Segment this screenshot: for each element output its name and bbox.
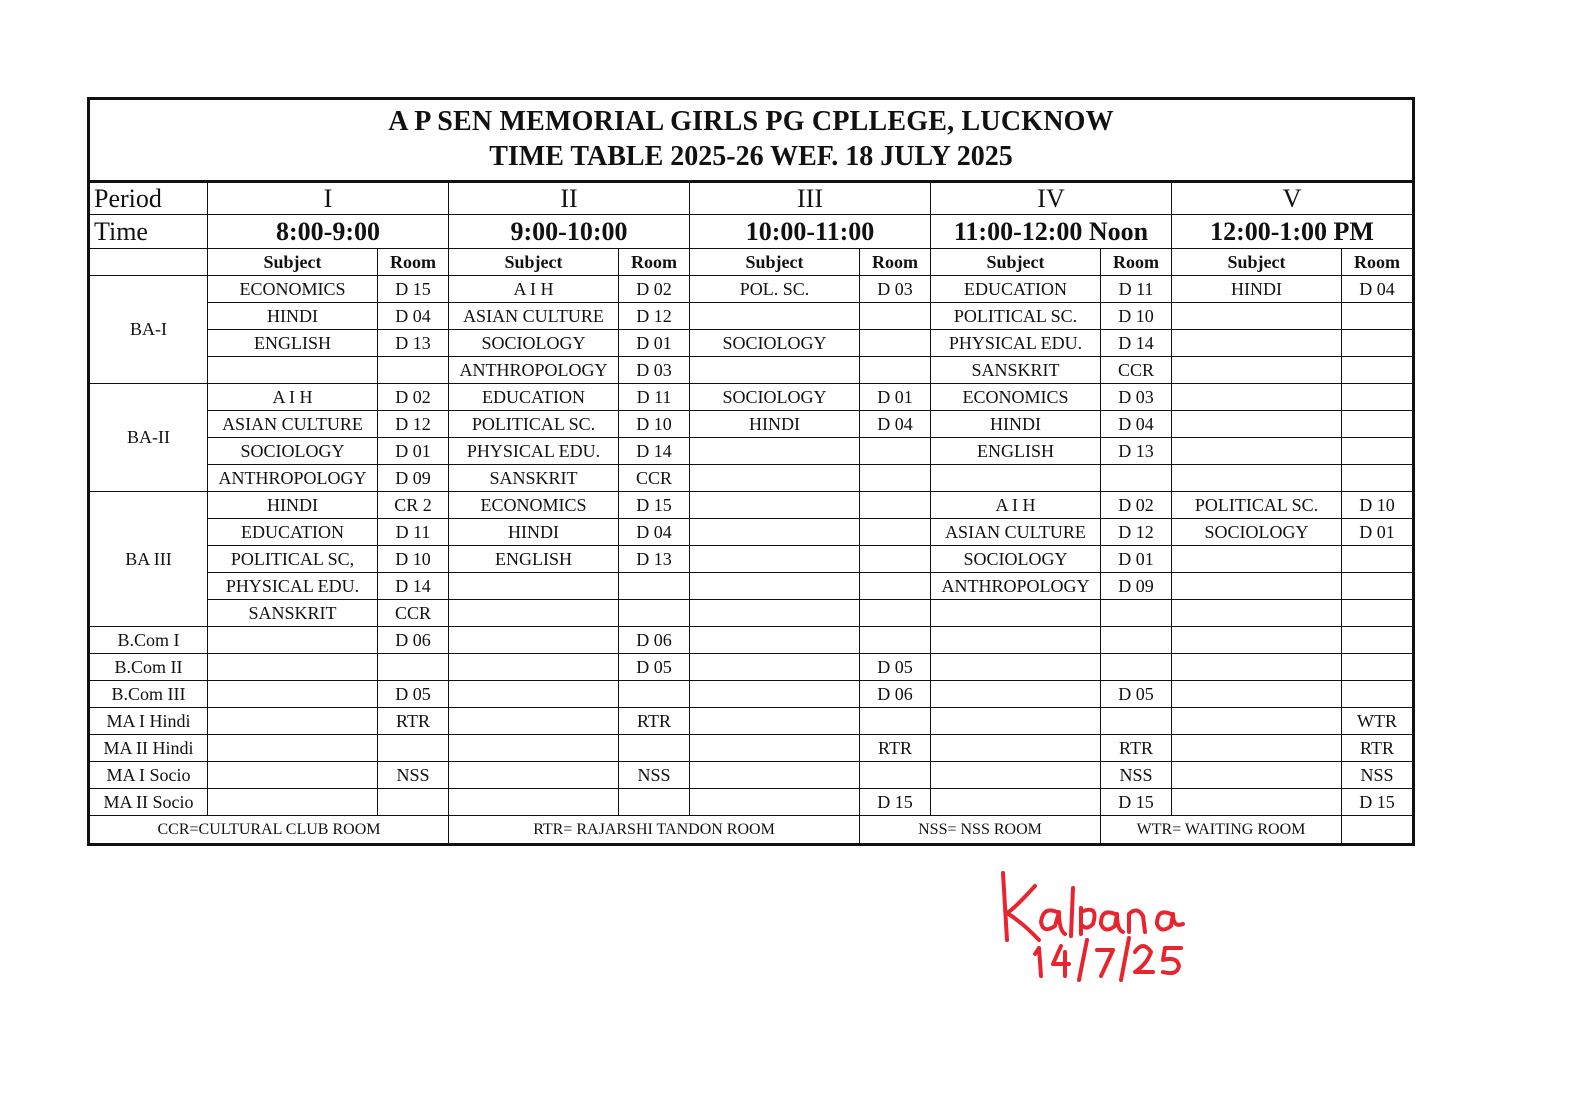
room-cell	[1342, 465, 1414, 492]
room-cell	[378, 357, 449, 384]
room-cell: D 02	[1101, 492, 1172, 519]
room-cell: D 05	[1101, 681, 1172, 708]
table-row	[89, 303, 1414, 330]
room-cell: D 06	[378, 627, 449, 654]
table-row	[89, 438, 1414, 465]
room-cell: RTR	[619, 708, 690, 735]
room-cell	[860, 357, 931, 384]
table-row	[89, 519, 1414, 546]
room-cell	[860, 573, 931, 600]
room-cell: D 15	[1101, 789, 1172, 816]
subject-cell	[1172, 708, 1342, 735]
subject-cell	[690, 492, 860, 519]
subject-cell: ECONOMICS	[931, 384, 1101, 411]
table-row	[89, 330, 1414, 357]
subject-header: Subject	[1172, 249, 1342, 276]
subject-cell	[449, 708, 619, 735]
subject-cell: PHYSICAL EDU.	[931, 330, 1101, 357]
room-cell	[1342, 303, 1414, 330]
period-heading: III	[690, 182, 931, 215]
subject-cell: SOCIOLOGY	[449, 330, 619, 357]
time-slot: 8:00-9:00	[208, 215, 449, 249]
subject-cell	[690, 600, 860, 627]
room-cell	[1342, 438, 1414, 465]
room-cell: D 14	[378, 573, 449, 600]
room-cell: D 10	[619, 411, 690, 438]
room-cell: D 12	[1101, 519, 1172, 546]
subject-cell	[208, 762, 378, 789]
table-row	[89, 627, 1414, 654]
room-cell: D 05	[860, 654, 931, 681]
timetable-sheet	[87, 97, 1412, 846]
legend-item: WTR= WAITING ROOM	[1101, 816, 1342, 845]
table-row	[89, 654, 1414, 681]
room-header: Room	[1101, 249, 1172, 276]
room-cell: D 03	[1101, 384, 1172, 411]
room-cell	[1342, 411, 1414, 438]
room-cell: D 14	[619, 438, 690, 465]
time-slot: 10:00-11:00	[690, 215, 931, 249]
room-cell	[860, 546, 931, 573]
period-row	[89, 182, 1414, 215]
room-cell: D 06	[619, 627, 690, 654]
room-cell	[860, 519, 931, 546]
column-header-row	[89, 249, 1414, 276]
room-cell	[619, 600, 690, 627]
timetable	[87, 97, 1415, 846]
table-row	[89, 411, 1414, 438]
subject-cell: SANSKRIT	[208, 600, 378, 627]
subject-cell	[931, 681, 1101, 708]
subject-cell	[1172, 465, 1342, 492]
subject-cell	[690, 681, 860, 708]
subject-header: Subject	[208, 249, 378, 276]
room-cell: RTR	[1101, 735, 1172, 762]
room-header: Room	[619, 249, 690, 276]
room-cell	[1342, 330, 1414, 357]
table-row	[89, 681, 1414, 708]
subject-cell	[1172, 735, 1342, 762]
room-cell: D 15	[860, 789, 931, 816]
room-cell: D 10	[1101, 303, 1172, 330]
subject-cell: HINDI	[208, 492, 378, 519]
subject-cell: ANTHROPOLOGY	[449, 357, 619, 384]
room-cell: D 01	[860, 384, 931, 411]
room-cell: WTR	[1342, 708, 1414, 735]
subject-cell	[1172, 438, 1342, 465]
subject-cell: ASIAN CULTURE	[931, 519, 1101, 546]
room-cell	[1342, 600, 1414, 627]
subject-cell	[931, 654, 1101, 681]
room-cell: NSS	[1342, 762, 1414, 789]
room-cell: D 03	[860, 276, 931, 303]
room-header: Room	[860, 249, 931, 276]
room-cell	[1342, 357, 1414, 384]
subject-cell	[449, 573, 619, 600]
room-cell: D 11	[1101, 276, 1172, 303]
subject-cell	[690, 627, 860, 654]
subject-cell	[931, 789, 1101, 816]
subject-cell	[208, 681, 378, 708]
room-cell	[1342, 654, 1414, 681]
class-label: MA I Socio	[89, 762, 208, 789]
room-cell: CCR	[378, 600, 449, 627]
timetable-subtitle: TIME TABLE 2025-26 WEF. 18 JULY 2025	[489, 141, 1013, 172]
subject-cell: POLITICAL SC.	[931, 303, 1101, 330]
room-cell: D 10	[1342, 492, 1414, 519]
subject-cell	[690, 438, 860, 465]
subject-cell	[690, 546, 860, 573]
subject-cell: ASIAN CULTURE	[449, 303, 619, 330]
time-slot: 9:00-10:00	[449, 215, 690, 249]
subject-cell: SOCIOLOGY	[208, 438, 378, 465]
room-cell: D 10	[378, 546, 449, 573]
room-cell	[860, 762, 931, 789]
room-cell: RTR	[1342, 735, 1414, 762]
subject-cell: ENGLISH	[931, 438, 1101, 465]
class-label: MA II Socio	[89, 789, 208, 816]
subject-cell: EDUCATION	[931, 276, 1101, 303]
subject-cell: ECONOMICS	[208, 276, 378, 303]
room-cell	[860, 708, 931, 735]
subject-cell	[690, 708, 860, 735]
subject-cell: PHYSICAL EDU.	[449, 438, 619, 465]
subject-cell	[208, 357, 378, 384]
subject-cell: A I H	[931, 492, 1101, 519]
subject-cell	[449, 600, 619, 627]
room-header: Room	[378, 249, 449, 276]
room-cell: RTR	[378, 708, 449, 735]
time-row	[89, 215, 1414, 249]
room-cell	[1101, 708, 1172, 735]
room-cell	[619, 789, 690, 816]
subject-header: Subject	[690, 249, 860, 276]
legend-row	[89, 816, 1414, 845]
table-row	[89, 492, 1414, 519]
subject-header: Subject	[449, 249, 619, 276]
subject-cell	[449, 789, 619, 816]
class-group-label: BA-I	[89, 276, 208, 384]
room-cell: D 14	[1101, 330, 1172, 357]
subject-cell: ANTHROPOLOGY	[208, 465, 378, 492]
subject-cell	[1172, 600, 1342, 627]
subject-cell: SOCIOLOGY	[690, 384, 860, 411]
time-label: Time	[89, 215, 208, 249]
room-cell: D 04	[619, 519, 690, 546]
subject-cell	[449, 681, 619, 708]
subject-cell	[1172, 573, 1342, 600]
signature-mark	[995, 868, 1195, 983]
class-label: MA II Hindi	[89, 735, 208, 762]
room-cell	[860, 600, 931, 627]
period-label: Period	[89, 182, 208, 215]
subject-cell: ENGLISH	[208, 330, 378, 357]
subject-cell: SANSKRIT	[931, 357, 1101, 384]
table-row	[89, 357, 1414, 384]
subject-cell: ECONOMICS	[449, 492, 619, 519]
room-cell: D 02	[619, 276, 690, 303]
table-row	[89, 600, 1414, 627]
room-cell	[1101, 627, 1172, 654]
subject-cell	[931, 627, 1101, 654]
subject-cell	[1172, 762, 1342, 789]
room-cell: D 04	[1342, 276, 1414, 303]
subject-cell	[449, 735, 619, 762]
subject-cell	[1172, 411, 1342, 438]
title-block	[89, 99, 1414, 182]
subject-cell	[690, 303, 860, 330]
table-row	[89, 546, 1414, 573]
time-slot: 12:00-1:00 PM	[1172, 215, 1414, 249]
class-label: B.Com III	[89, 681, 208, 708]
subject-cell	[449, 654, 619, 681]
subject-cell	[690, 573, 860, 600]
room-cell: CR 2	[378, 492, 449, 519]
subject-cell	[208, 735, 378, 762]
room-cell: NSS	[619, 762, 690, 789]
room-cell: D 01	[1101, 546, 1172, 573]
legend-item: RTR= RAJARSHI TANDON ROOM	[449, 816, 860, 845]
class-label: B.Com I	[89, 627, 208, 654]
subject-cell	[690, 762, 860, 789]
subject-cell: ENGLISH	[449, 546, 619, 573]
room-cell: NSS	[378, 762, 449, 789]
subject-cell: A I H	[449, 276, 619, 303]
subject-cell	[690, 357, 860, 384]
room-cell	[860, 627, 931, 654]
period-heading: V	[1172, 182, 1414, 215]
room-cell: D 04	[378, 303, 449, 330]
subject-cell	[208, 708, 378, 735]
subject-cell	[1172, 384, 1342, 411]
class-group-label: BA-II	[89, 384, 208, 492]
subject-cell	[1172, 357, 1342, 384]
room-cell: CCR	[1101, 357, 1172, 384]
room-cell	[1342, 681, 1414, 708]
subject-cell	[208, 789, 378, 816]
subject-cell: SANSKRIT	[449, 465, 619, 492]
room-cell: D 12	[619, 303, 690, 330]
room-cell	[1101, 465, 1172, 492]
subject-cell: PHYSICAL EDU.	[208, 573, 378, 600]
room-cell	[860, 492, 931, 519]
subject-cell	[1172, 627, 1342, 654]
class-label: MA I Hindi	[89, 708, 208, 735]
room-cell: D 01	[378, 438, 449, 465]
room-cell: RTR	[860, 735, 931, 762]
subject-cell	[931, 762, 1101, 789]
room-cell: D 13	[378, 330, 449, 357]
subject-cell	[1172, 654, 1342, 681]
subject-cell: SOCIOLOGY	[931, 546, 1101, 573]
room-cell: D 15	[1342, 789, 1414, 816]
room-cell: NSS	[1101, 762, 1172, 789]
subject-cell: POL. SC.	[690, 276, 860, 303]
room-cell: D 04	[1101, 411, 1172, 438]
subject-cell: SOCIOLOGY	[690, 330, 860, 357]
room-cell: D 03	[619, 357, 690, 384]
room-cell	[378, 654, 449, 681]
room-cell	[1342, 573, 1414, 600]
room-cell: D 12	[378, 411, 449, 438]
room-cell: D 11	[378, 519, 449, 546]
subject-cell: HINDI	[931, 411, 1101, 438]
room-cell	[619, 735, 690, 762]
room-cell	[378, 735, 449, 762]
room-cell	[1342, 627, 1414, 654]
room-cell: D 04	[860, 411, 931, 438]
table-row	[89, 789, 1414, 816]
legend-item: NSS= NSS ROOM	[860, 816, 1101, 845]
room-cell: CCR	[619, 465, 690, 492]
table-row	[89, 465, 1414, 492]
subject-cell	[208, 627, 378, 654]
room-cell: D 06	[860, 681, 931, 708]
room-cell: D 13	[619, 546, 690, 573]
room-cell	[619, 573, 690, 600]
class-label: B.Com II	[89, 654, 208, 681]
table-row	[89, 276, 1414, 303]
room-cell: D 05	[619, 654, 690, 681]
subject-cell	[1172, 330, 1342, 357]
subject-cell	[690, 519, 860, 546]
subject-cell	[690, 789, 860, 816]
room-cell: D 11	[619, 384, 690, 411]
subject-cell	[690, 654, 860, 681]
subject-cell: HINDI	[208, 303, 378, 330]
subject-cell	[1172, 303, 1342, 330]
subject-cell: POLITICAL SC,	[208, 546, 378, 573]
subject-cell	[931, 708, 1101, 735]
room-cell	[1342, 546, 1414, 573]
subject-cell: HINDI	[449, 519, 619, 546]
table-row	[89, 735, 1414, 762]
room-cell: D 13	[1101, 438, 1172, 465]
subject-cell: HINDI	[690, 411, 860, 438]
room-cell	[860, 465, 931, 492]
room-cell	[1101, 600, 1172, 627]
subject-cell: A I H	[208, 384, 378, 411]
subject-cell: SOCIOLOGY	[1172, 519, 1342, 546]
period-heading: IV	[931, 182, 1172, 215]
period-heading: II	[449, 182, 690, 215]
room-cell	[1101, 654, 1172, 681]
subject-header: Subject	[931, 249, 1101, 276]
subject-cell	[690, 735, 860, 762]
legend-item	[1342, 816, 1414, 845]
room-cell: D 15	[378, 276, 449, 303]
subject-cell	[449, 627, 619, 654]
table-row	[89, 573, 1414, 600]
room-cell: D 09	[1101, 573, 1172, 600]
room-cell	[860, 330, 931, 357]
room-cell: D 02	[378, 384, 449, 411]
subject-cell	[931, 465, 1101, 492]
blank-cell	[89, 249, 208, 276]
subject-cell: HINDI	[1172, 276, 1342, 303]
room-cell	[378, 789, 449, 816]
subject-cell	[931, 600, 1101, 627]
room-cell	[860, 303, 931, 330]
subject-cell	[1172, 789, 1342, 816]
room-cell: D 15	[619, 492, 690, 519]
subject-cell	[449, 762, 619, 789]
room-cell	[860, 438, 931, 465]
subject-cell: EDUCATION	[449, 384, 619, 411]
legend-item: CCR=CULTURAL CLUB ROOM	[89, 816, 449, 845]
room-cell: D 01	[1342, 519, 1414, 546]
subject-cell: POLITICAL SC.	[1172, 492, 1342, 519]
room-cell: D 09	[378, 465, 449, 492]
class-group-label: BA III	[89, 492, 208, 627]
subject-cell	[690, 465, 860, 492]
room-cell	[1342, 384, 1414, 411]
subject-cell	[208, 654, 378, 681]
subject-cell: POLITICAL SC.	[449, 411, 619, 438]
room-header: Room	[1342, 249, 1414, 276]
period-heading: I	[208, 182, 449, 215]
room-cell: D 01	[619, 330, 690, 357]
room-cell	[619, 681, 690, 708]
subject-cell	[1172, 546, 1342, 573]
subject-cell	[931, 735, 1101, 762]
subject-cell: ANTHROPOLOGY	[931, 573, 1101, 600]
table-row	[89, 708, 1414, 735]
subject-cell: EDUCATION	[208, 519, 378, 546]
college-title: A P SEN MEMORIAL GIRLS PG CPLLEGE, LUCKNOW	[388, 106, 1114, 137]
subject-cell: ASIAN CULTURE	[208, 411, 378, 438]
table-row	[89, 762, 1414, 789]
room-cell: D 05	[378, 681, 449, 708]
subject-cell	[1172, 681, 1342, 708]
table-row	[89, 384, 1414, 411]
time-slot: 11:00-12:00 Noon	[931, 215, 1172, 249]
